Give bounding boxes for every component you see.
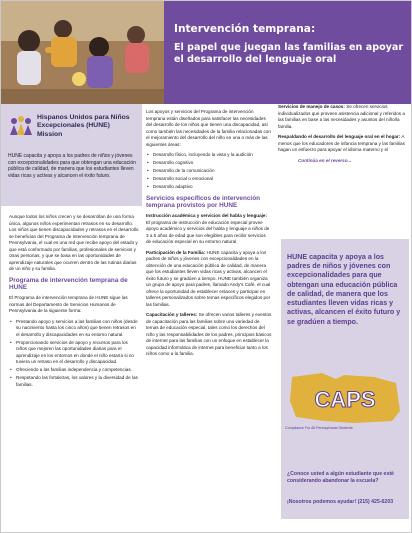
caps-logo <box>284 371 406 425</box>
column-2 <box>146 109 272 362</box>
specific-services-heading: Servicios específicos de intervención temprana provistos por HUNE <box>146 194 261 210</box>
development-area-list <box>146 152 272 191</box>
list-item: • Proporcionando servicios de apoyo y recursos para los niños que mejoren las oportunidades diarias para el aprendizaje en los entornos en donde el niño estaría si no tuviera un retraso en el desarrollo y discapacidad. <box>9 340 139 366</box>
callout-box <box>281 239 409 519</box>
list-item: • Desarrollo físico, incluyendo la vista y la audición <box>146 152 272 159</box>
caps-tagline: Compliance For All Pennsylvania Students <box>285 426 353 430</box>
hune-mission-text: HUNE capacita y apoya a los padres de niños y jóvenes con excepcionalidades para que obtengan una educación pública de calidad, de manera que los estudiantes lleven vidas ricas y activas y alcancen el éxito futuro. <box>8 153 136 179</box>
case-management-paragraph <box>278 104 408 130</box>
program-bullet-list <box>9 319 139 389</box>
paragraph-label: Respaldando el desarrollo del lenguaje oral en el hogar: <box>278 134 401 140</box>
list-item: • Respetando las fortalezas, los valores y la diversidad de las familias. <box>9 375 139 388</box>
paragraph-text: El programa de instrucción de educación especial provee apoyo académico y servicios del habla y lenguaje a niños de 3 a 5 años de edad que son elegibles para recibir servicios de educación especial en su entorno natural. <box>146 219 270 245</box>
intro-paragraph: Aunque todos los niños crecen y se desarrollan de una forma única, algunos niños experimentan retrasos en su desarrollo. Los niños que tienen discapacidades y retrasos en el desarrollo se benefician del Programa de Intervención temprana de Pennsylvania, el cual es una red que recibe apoyo del estado y que está conformado por familias, profesionales de servicios y otras personas, y que se basa en las oportunidades de aprendizaje naturales que ocurren dentro de las rutinas diarias de un niño y su familia. <box>9 214 139 272</box>
oral-language-paragraph <box>278 134 408 154</box>
column-3 <box>278 104 408 164</box>
paragraph-label: Capacitación y talleres: <box>146 312 198 318</box>
paragraph-label: Instrucción académica y servicios del habla y lenguaje: <box>146 213 268 219</box>
family-participation-paragraph <box>146 250 272 309</box>
callout-quote: HUNE capacita y apoya a los padres de niños y jóvenes con excepcionalidades para que obtengan una educación pública de calidad, de manera que los estudiantes lleven vidas ricas y activas, alcancen el éxito futuro y se gradúen a tiempo. <box>287 253 401 326</box>
paragraph-text: HUNE capacita y apoya a los padres de niños y jóvenes con excepcionalidades en la obtención de una educación pública de calidad, de manera que los estudiantes lleven vidas ricas y activas, alcancen el éxito futuro y se gradúen a tiempo. HUNE también organiza un grupo de apoyo para padres, llamado Andy's Café, el cual ofrece la oportunidad de establecer enlaces y participar en talleres personalizados sobre temas específicos elegidos por las familias. <box>146 249 271 307</box>
list-item: • Desarrollo de la comunicación <box>146 168 272 175</box>
header-photo <box>1 1 164 104</box>
academic-services-paragraph <box>146 213 272 246</box>
paragraph-text: Se ofrecen servicios individualizados que proveen asistencia adicional y referidos a las familias en base a las necesidades y asuntos del niño/la familia. <box>278 104 405 129</box>
hune-mission-title: Hispanos Unidos para Niños Excepcionales (HUNE) Mission <box>37 114 130 138</box>
paragraph-label: Participación de la Familia: <box>146 249 206 255</box>
hune-program-text: El Programa de intervención temprana de HUNE sigue las normas del Departamento de Servicios Humanos de Pennsylvania de la siguiente forma: <box>9 295 128 314</box>
list-item: • Desarrollo adaptivo <box>146 184 272 191</box>
children-playing-image <box>1 1 164 104</box>
header-banner <box>164 1 412 104</box>
hune-program-heading: Programa de intervención temprana de HUNE <box>9 276 128 292</box>
hune-logo-icon <box>8 115 34 137</box>
page-subtitle: El papel que juegan las familias en apoyar el desarrollo del lenguaje oral <box>174 41 404 66</box>
column-1 <box>9 214 139 392</box>
mission-block <box>1 104 142 206</box>
page-title: Intervención temprana: <box>174 23 316 35</box>
dropout-question: ¿Conoce usted a algún estudiante que esté considerando abandonar la escuela? <box>287 471 394 484</box>
paragraph-text: A menos que los educadores de infancia temprana y las familias hagan un esfuerzo para apoyar el idioma materno y el <box>278 134 405 153</box>
paragraph-text: Se ofrecen varios talleres y eventos de capacitación para las familias sobre una variedad de temas de educación especial, tales como los derechos del niño y las responsabilidades de los padres, principios básicos de internet para las familias con un enfoque en establecer la capacidad informática de internet para beneficiar tanto a los niños como a la familia. <box>146 312 272 357</box>
services-intro: Los apoyos y servicios del Programa de intervención temprana están diseñados para satisfacer las necesidades del desarrollo de los niños que tienen una discapacidad, así como también las necesidades de la familia relacionadas con el mejoramiento del desarrollo del niño en una o más de las siguientes áreas: <box>146 109 271 147</box>
list-item: • Desarrollo social o emocional <box>146 176 272 183</box>
continued-note: Continúa en el reverso... <box>298 157 352 163</box>
list-item: • Desarrollo cognitivo <box>146 160 272 167</box>
list-item: • Prestando apoyo y servicios a las familias con niños (desde su nacimiento hasta los cinco años) que tienen retrasos en el desarrollo y discapacidades en su entorno natural. <box>9 319 139 339</box>
list-item: • Ofreciendo a las familias independencia y competencias. <box>9 367 139 374</box>
training-paragraph <box>146 312 272 358</box>
caps-logo-text: CAPS <box>314 387 376 412</box>
paragraph-label: Servicios de manejo de casos: <box>278 104 345 109</box>
help-phone: ¡Nosotros podemos ayudar! (215) 425-6203 <box>287 499 394 505</box>
